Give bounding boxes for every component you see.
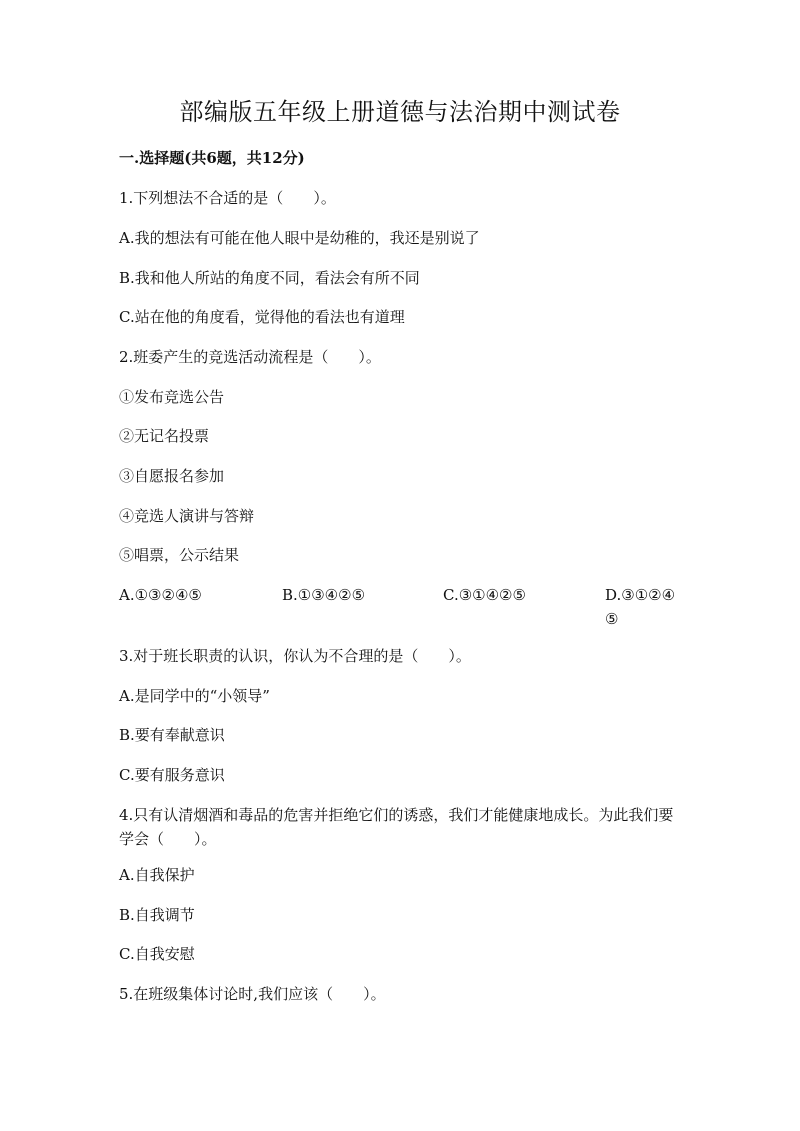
question-4-stem: 4.只有认清烟酒和毒品的危害并拒绝它们的诱惑，我们才能健康地成长。为此我们要学会（ ）。 (119, 806, 674, 848)
question-4-option-a: A.自我保护 (119, 866, 195, 884)
exam-title: 部编版五年级上册道德与法治期中测试卷 (179, 98, 621, 126)
question-2-step-4: ④竞选人演讲与答辩 (119, 507, 255, 525)
question-2-stem: 2.班委产生的竞选活动流程是（ ）。 (119, 348, 381, 366)
question-1-option-c: C.站在他的角度看，觉得他的看法也有道理 (119, 308, 405, 326)
question-2-option-b: B.①③④②⑤ (282, 586, 366, 604)
question-3-option-c: C.要有服务意识 (119, 766, 225, 784)
question-1-stem: 1.下列想法不合适的是（ ）。 (119, 189, 336, 207)
question-1-option-a: A.我的想法有可能在他人眼中是幼稚的，我还是别说了 (119, 229, 480, 247)
question-2-option-d: D.③①②④⑤ (605, 586, 676, 628)
question-3-stem: 3.对于班长职责的认识，你认为不合理的是（ ）。 (119, 647, 471, 665)
question-1-option-b: B.我和他人所站的角度不同，看法会有所不同 (119, 269, 420, 287)
question-2-option-a: A.①③②④⑤ (119, 586, 202, 604)
question-2-option-c: C.③①④②⑤ (443, 586, 526, 604)
question-2-step-2: ②无记名投票 (119, 427, 210, 445)
question-3-option-b: B.要有奉献意识 (119, 726, 225, 744)
question-2-step-1: ①发布竞选公告 (119, 388, 225, 406)
section-heading: 一.选择题(共6题，共12分) (119, 149, 305, 167)
question-4-option-b: B.自我调节 (119, 906, 195, 924)
question-4-option-c: C.自我安慰 (119, 945, 195, 963)
question-2-step-3: ③自愿报名参加 (119, 467, 225, 485)
question-2-step-5: ⑤唱票，公示结果 (119, 546, 240, 564)
question-5-stem: 5.在班级集体讨论时,我们应该（ ）。 (119, 985, 386, 1003)
question-3-option-a: A.是同学中的“小领导” (119, 687, 270, 705)
